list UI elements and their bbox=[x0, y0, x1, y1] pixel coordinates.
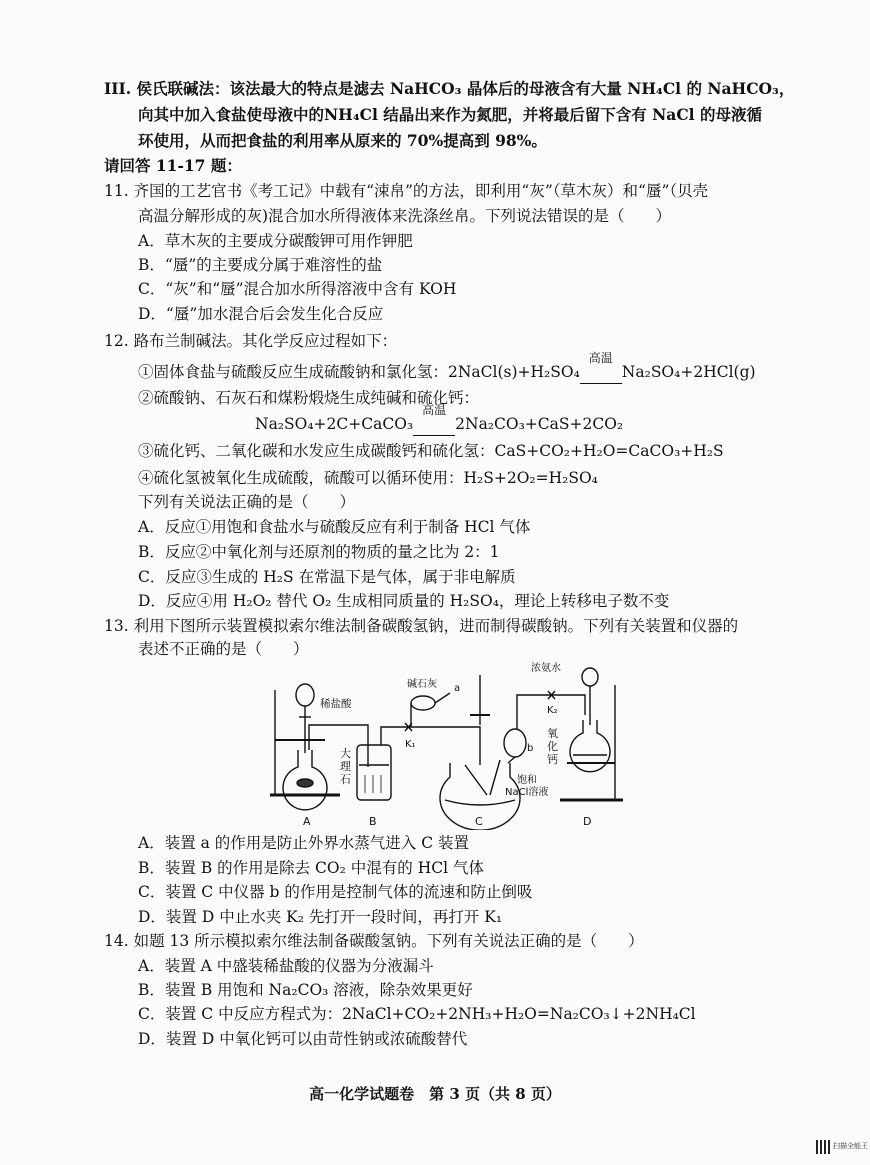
q11-option-b: B．“蜃”的主要成分属于难溶性的盐 bbox=[138, 256, 383, 274]
sodalime-label: 碱石灰 bbox=[407, 679, 437, 690]
separatory-funnel bbox=[296, 684, 314, 706]
marble-chips bbox=[297, 779, 313, 787]
brine-label-1: 饱和 bbox=[517, 775, 537, 786]
marble-label-2: 理 bbox=[340, 760, 351, 773]
label-b: B bbox=[369, 815, 377, 828]
brine-label-2: NaCl溶液 bbox=[505, 787, 549, 798]
section-heading: 请回答 11-17 题： bbox=[104, 156, 242, 175]
q13-stem-1: 13. 利用下图所示装置模拟索尔维法制备碳酸氢钠，进而制得碳酸钠。下列有关装置和仪器的 bbox=[104, 617, 739, 635]
q12-reaction-2-condition: 高温 bbox=[422, 403, 447, 417]
q11-option-a: A．草木灰的主要成分碳酸钾可用作钾肥 bbox=[138, 232, 413, 250]
drying-tube-outlet bbox=[435, 693, 450, 703]
q13-stem-2: 表述不正确的是（ ） bbox=[138, 640, 309, 658]
q11-stem-2: 高温分解形成的灰)混合加水所得液体来洗涤丝帛。下列说法错误的是（ ） bbox=[138, 207, 672, 225]
q13-option-c: C．装置 C 中仪器 b 的作用是控制气体的流速和防止倒吸 bbox=[138, 883, 533, 901]
q12-option-d: D．反应④用 H₂O₂ 替代 O₂ 生成相同质量的 H₂SO₄，理论上转移电子数不变 bbox=[138, 592, 670, 610]
apparatus-figure bbox=[265, 655, 625, 830]
q12-reaction-2-arrow bbox=[413, 403, 455, 436]
q12-reaction-1-right: Na₂SO₄+2HCl(g) bbox=[621, 363, 756, 381]
flask-c-liquid bbox=[445, 800, 515, 805]
marble-label-1: 大 bbox=[340, 747, 351, 760]
k1-label: K₁ bbox=[405, 739, 416, 750]
q12-reaction-1-condition: 高温 bbox=[588, 351, 613, 365]
tube-b-c bbox=[381, 727, 480, 765]
q14-option-d: D．装置 D 中氧化钙可以由苛性钠或浓硫酸替代 bbox=[138, 1030, 468, 1048]
tube-c-inner-1 bbox=[465, 765, 487, 795]
cao-label-1: 氧 bbox=[547, 727, 558, 740]
label-c: C bbox=[475, 815, 483, 828]
scanner-watermark: 扫描全能王 bbox=[833, 1142, 868, 1150]
q12-reaction-1 bbox=[138, 351, 756, 384]
drying-tube-a bbox=[411, 696, 435, 710]
qr-code-icon bbox=[816, 1140, 830, 1154]
q12-reaction-1-arrow bbox=[580, 351, 622, 384]
label-d: D bbox=[583, 815, 592, 828]
q12-reaction-2-right: 2Na₂CO₃+CaS+2CO₂ bbox=[455, 415, 624, 433]
label-a: A bbox=[303, 815, 311, 828]
q12-stem: 12. 路布兰制碱法。其化学反应过程如下： bbox=[104, 332, 398, 350]
q12-option-b: B．反应②中氧化剂与还原剂的物质的量之比为 2：1 bbox=[138, 543, 500, 561]
q13-option-b: B．装置 B 的作用是除去 CO₂ 中混有的 HCl 气体 bbox=[138, 859, 484, 877]
q12-reaction-1-left: ①固体食盐与硫酸反应生成硫酸钠和氯化氢：2NaCl(s)+H₂SO₄ bbox=[138, 363, 580, 381]
marble-label-3: 石 bbox=[340, 773, 351, 786]
acid-label: 稀盐酸 bbox=[320, 698, 352, 710]
q14-option-b: B．装置 B 用饱和 Na₂CO₃ 溶液，除杂效果更好 bbox=[138, 981, 473, 999]
bottle-b-hatching bbox=[365, 775, 381, 793]
dropping-funnel-d bbox=[582, 668, 598, 686]
q13-option-a: A．装置 a 的作用是防止外界水蒸气进入 C 装置 bbox=[138, 834, 470, 852]
q12-reaction-2-left: Na₂SO₄+2C+CaCO₃ bbox=[255, 415, 414, 433]
q13-option-d: D．装置 D 中止水夹 K₂ 先打开一段时间，再打开 K₁ bbox=[138, 908, 503, 926]
intro-line-1: III. 侯氏联碱法：该法最大的特点是滤去 NaHCO₃ 晶体后的母液含有大量 NH₄Cl 的 NaHCO₃， bbox=[104, 79, 795, 98]
q12-option-c: C．反应③生成的 H₂S 在常温下是气体，属于非电解质 bbox=[138, 568, 516, 586]
cao-label-2: 化 bbox=[547, 740, 558, 753]
tube-a-label: a bbox=[454, 683, 461, 694]
funnel-b-label: b bbox=[527, 743, 534, 754]
intro-line-3: 环使用，从而把食盐的利用率从原来的 70%提高到 98%。 bbox=[138, 131, 547, 150]
q12-ask: 下列有关说法正确的是（ ） bbox=[138, 493, 356, 511]
wash-bottle-b bbox=[357, 745, 391, 800]
funnel-b-stem bbox=[508, 757, 515, 763]
q12-reaction-4: ④硫化氢被氧化生成硫酸，硫酸可以循环使用：H₂S+2O₂=H₂SO₄ bbox=[138, 469, 598, 487]
k2-label: K₂ bbox=[547, 705, 558, 716]
spherical-drying-funnel-b bbox=[504, 729, 526, 757]
tube-c-inner-2 bbox=[490, 760, 500, 795]
q14-option-c: C．装置 C 中反应方程式为：2NaCl+CO₂+2NH₃+H₂O=Na₂CO₃↓+2NH₄Cl bbox=[138, 1005, 696, 1023]
q14-option-a: A．装置 A 中盛装稀盐酸的仪器为分液漏斗 bbox=[138, 957, 434, 975]
q11-option-c: C．“灰”和“蜃”混合加水所得溶液中含有 KOH bbox=[138, 280, 457, 298]
intro-line-2: 向其中加入食盐使母液中的NH₄Cl 结晶出来作为氮肥，并将最后留下含有 NaCl 的母液循 bbox=[138, 105, 762, 124]
cao-label-3: 钙 bbox=[547, 753, 558, 766]
q12-reaction-2-text: ②硫酸钠、石灰石和煤粉煅烧生成纯碱和硫化钙： bbox=[138, 389, 480, 407]
q12-option-a: A．反应①用饱和食盐水与硫酸反应有利于制备 HCl 气体 bbox=[138, 518, 531, 536]
page-footer: 高一化学试题卷 第 3 页（共 8 页） bbox=[309, 1085, 561, 1103]
ammonia-label: 浓氨水 bbox=[531, 663, 561, 674]
q12-reaction-2-equation bbox=[255, 403, 624, 436]
q12-reaction-3: ③硫化钙、二氧化碳和水发应生成碳酸钙和硫化氢：CaS+CO₂+H₂O=CaCO₃+H₂S bbox=[138, 442, 724, 460]
q14-stem: 14. 如题 13 所示模拟索尔维法制备碳酸氢钠。下列有关说法正确的是（ ） bbox=[104, 932, 644, 950]
q11-stem-1: 11. 齐国的工艺官书《考工记》中载有“涑帛”的方法，即利用“灰”（草木灰）和“蜃”（贝壳 bbox=[104, 182, 709, 200]
q11-option-d: D．“蜃”加水混合后会发生化合反应 bbox=[138, 305, 384, 323]
